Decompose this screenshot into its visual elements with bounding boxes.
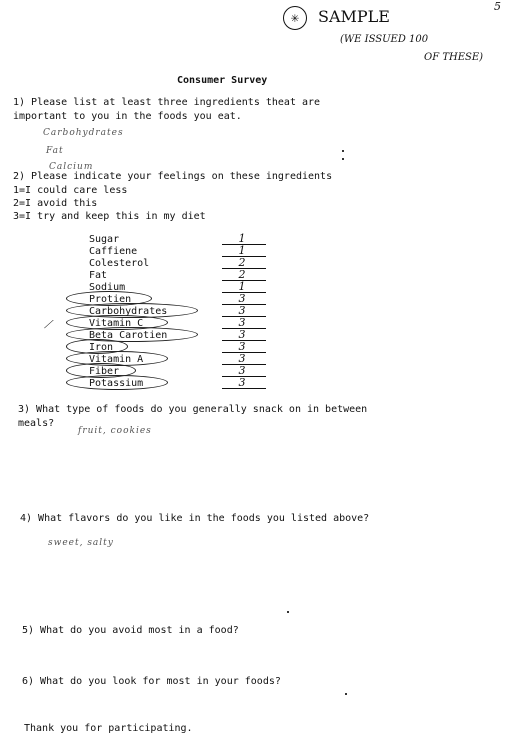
q1-answer-2: Fat bbox=[46, 146, 64, 156]
ingredient-name: Iron bbox=[89, 342, 114, 353]
ingredient-name: Caffiene bbox=[89, 246, 138, 257]
q1-answer-1: Carbohydrates bbox=[43, 128, 124, 138]
survey-title: Consumer Survey bbox=[177, 75, 268, 86]
q4-answer: sweet, salty bbox=[48, 538, 114, 548]
rating-value: 3 bbox=[238, 316, 246, 329]
asterisk-icon: ✳ bbox=[283, 6, 307, 30]
question-5-line1: 5) What do you avoid most in a food? bbox=[22, 625, 239, 636]
speck bbox=[287, 611, 289, 613]
ingredient-name: Sugar bbox=[89, 234, 120, 245]
ingredient-name: Sodium bbox=[89, 282, 126, 293]
answer-circle bbox=[66, 375, 168, 390]
scale-1: 1=I could care less bbox=[13, 185, 128, 196]
stamp-note-line2: OF THESE) bbox=[424, 52, 484, 63]
ingredient-name: Vitamin A bbox=[89, 354, 144, 365]
rating-value: 1 bbox=[238, 244, 246, 257]
question-4-line1: 4) What flavors do you like in the foods you listed above? bbox=[20, 513, 370, 524]
q3-answer: fruit, cookies bbox=[78, 426, 152, 436]
rating-value: 2 bbox=[238, 268, 246, 281]
question-6-line1: 6) What do you look for most in your foods? bbox=[22, 676, 281, 687]
scale-3: 3=I try and keep this in my diet bbox=[13, 211, 206, 222]
ingredient-name: Fat bbox=[89, 270, 108, 281]
rating-value: 3 bbox=[238, 340, 246, 353]
speck bbox=[342, 150, 344, 152]
question-3-line2: meals? bbox=[18, 418, 55, 429]
ingredient-name: Protien bbox=[89, 294, 132, 305]
rating-value: 2 bbox=[238, 256, 246, 269]
margin-mark: ⟋ bbox=[44, 318, 52, 331]
page-number: 5 bbox=[494, 0, 501, 13]
rating-value: 3 bbox=[238, 292, 246, 305]
speck bbox=[345, 693, 347, 695]
ingredient-name: Colesterol bbox=[89, 258, 150, 269]
scale-2: 2=I avoid this bbox=[13, 198, 98, 209]
rating-value: 3 bbox=[238, 352, 246, 365]
question-1-line2: important to you in the foods you eat. bbox=[13, 111, 242, 122]
ingredient-name: Fiber bbox=[89, 366, 120, 377]
q1-answer-3: Calcium bbox=[49, 162, 94, 172]
rating-value: 1 bbox=[238, 232, 246, 245]
question-1-line1: 1) Please list at least three ingredients theat are bbox=[13, 97, 321, 108]
sample-stamp: SAMPLE bbox=[318, 7, 390, 26]
ingredient-name: Beta Carotien bbox=[89, 330, 168, 341]
rating-value: 3 bbox=[238, 304, 246, 317]
question-2-line1: 2) Please indicate your feelings on these ingredients bbox=[13, 171, 333, 182]
rating-value: 3 bbox=[238, 376, 246, 389]
ingredient-name: Vitamin C bbox=[89, 318, 144, 329]
rating-value: 3 bbox=[238, 364, 246, 377]
rating-value: 3 bbox=[238, 328, 246, 341]
ingredient-name: Carbohydrates bbox=[89, 306, 168, 317]
stamp-note-line1: (WE ISSUED 100 bbox=[340, 34, 429, 45]
ingredient-name: Potassium bbox=[89, 378, 144, 389]
speck bbox=[342, 158, 344, 160]
rating-value: 1 bbox=[238, 280, 246, 293]
thank-you-note: Thank you for participating. bbox=[24, 723, 193, 734]
question-3-line1: 3) What type of foods do you generally snack on in between bbox=[18, 404, 368, 415]
